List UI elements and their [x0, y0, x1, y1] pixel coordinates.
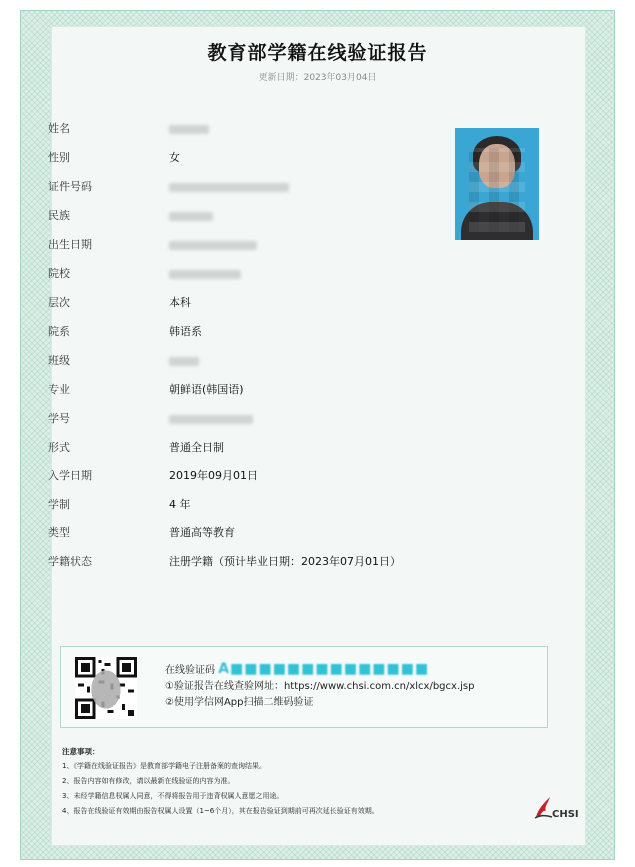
- note-item: 4、报告在线验证有效期由报告权属人设置（1~6个月），其在报告验证到期前可再次延长验证有效期。: [62, 807, 379, 815]
- note-item: 3、未经学籍信息权属人同意，不得将报告用于违背权属人意愿之用途。: [62, 792, 284, 800]
- field-value: 普通全日制: [169, 441, 224, 454]
- verify-code-label: 在线验证码: [165, 665, 215, 676]
- verify-code-value: A■■■■■■■■■■■■■■: [218, 661, 430, 677]
- field-label: 班级: [48, 354, 70, 367]
- field-label: 学籍状态: [48, 555, 92, 568]
- field-label: 形式: [48, 441, 70, 454]
- redaction-blur: [169, 241, 257, 250]
- field-label: 院系: [48, 325, 70, 338]
- verification-box: [60, 646, 548, 728]
- verify-app-line: ②使用学信网App扫描二维码验证: [165, 697, 314, 708]
- field-value-redacted: [169, 236, 257, 254]
- report-title: 教育部学籍在线验证报告: [207, 42, 428, 64]
- field-value-redacted: [169, 207, 213, 225]
- field-value-redacted: [169, 178, 289, 196]
- field-label: 出生日期: [48, 238, 92, 251]
- field-value: 4 年: [169, 498, 191, 511]
- field-label: 类型: [48, 526, 70, 539]
- field-label: 证件号码: [48, 180, 92, 193]
- field-value: 普通高等教育: [169, 526, 235, 539]
- update-date-value: 2023年03月04日: [303, 73, 377, 83]
- chsi-logo: [532, 795, 592, 825]
- notes-title: 注意事项：: [62, 747, 100, 756]
- qr-code-icon: [75, 657, 137, 719]
- redaction-blur: [169, 357, 199, 366]
- update-date-label: 更新日期：: [258, 73, 304, 83]
- update-date-line: [0, 70, 635, 83]
- field-label: 性别: [48, 151, 70, 164]
- field-label: 层次: [48, 296, 70, 309]
- student-photo: [455, 128, 539, 240]
- verification-text: [165, 661, 474, 711]
- field-value: 朝鲜语(韩国语): [169, 383, 244, 396]
- field-label: 专业: [48, 383, 70, 396]
- field-value: 女: [169, 151, 180, 164]
- redaction-blur: [169, 212, 213, 221]
- field-value: 注册学籍（预计毕业日期：2023年07月01日）: [169, 555, 401, 568]
- field-label: 学号: [48, 412, 70, 425]
- chsi-logo-icon: [532, 795, 554, 819]
- field-value: 本科: [169, 296, 191, 309]
- notes-section: [62, 744, 379, 819]
- note-item: 1、《学籍在线验证报告》是教育部学籍电子注册备案的查询结果。: [62, 762, 266, 770]
- redaction-blur: [169, 125, 209, 134]
- field-label: 入学日期: [48, 469, 92, 482]
- redaction-blur: [169, 415, 253, 424]
- field-label: 学制: [48, 498, 70, 511]
- redaction-blur: [169, 183, 289, 192]
- field-label: 姓名: [48, 122, 70, 135]
- field-value-redacted: [169, 352, 199, 370]
- field-value-redacted: [169, 120, 209, 138]
- field-value-redacted: [169, 265, 241, 283]
- field-value-redacted: [169, 410, 253, 428]
- field-label: 民族: [48, 209, 70, 222]
- chsi-logo-text: CHSI: [552, 809, 579, 820]
- redaction-blur: [169, 270, 241, 279]
- field-value: 2019年09月01日: [169, 469, 258, 482]
- field-label: 院校: [48, 267, 70, 280]
- verify-url-line[interactable]: ①验证报告在线查验网址：https://www.chsi.com.cn/xlcx/bgcx.jsp: [165, 681, 475, 692]
- note-item: 2、报告内容如有修改，请以最新在线验证的内容为准。: [62, 777, 235, 785]
- field-value: 韩语系: [169, 325, 202, 338]
